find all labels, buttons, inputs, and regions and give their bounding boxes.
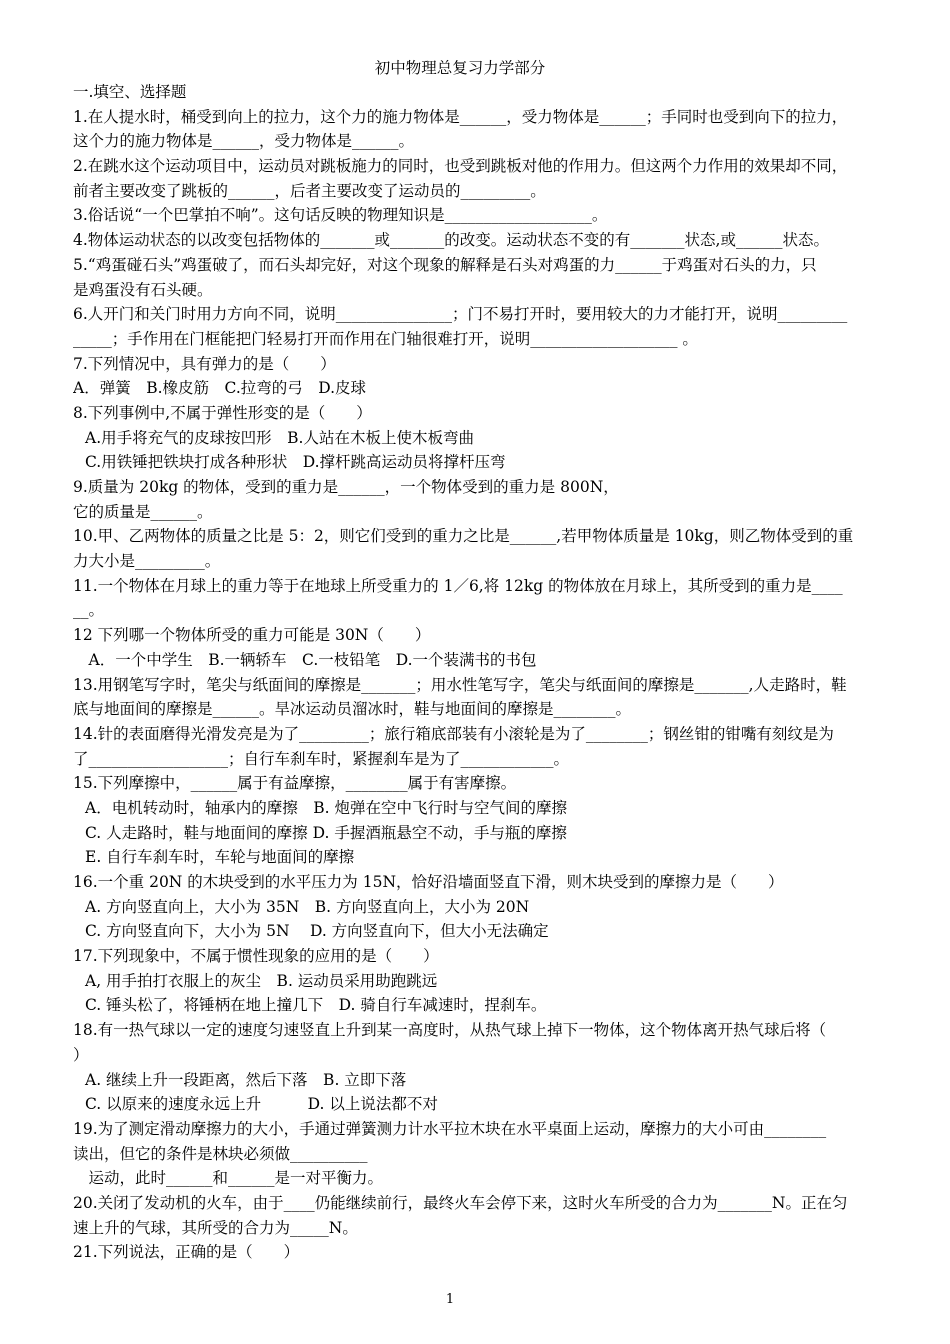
text-line: 9.质量为 20kg 的物体，受到的重力是______，一个物体受到的重力是 800N， xyxy=(73,478,619,496)
text-line: C. 方向竖直向下，大小为 5N D. 方向竖直向下，但大小无法确定 xyxy=(85,922,549,941)
text-line: 是鸡蛋没有石头硬。 xyxy=(73,280,213,299)
text-line: __。 xyxy=(73,601,105,620)
text-line: 16.一个重 20N 的木块受到的水平压力为 15N，恰好沿墙面竖直下滑，则木块受到的摩擦力是（ ） xyxy=(73,873,784,891)
text-line: 了__________________；自行车刹车时，紧握刹车是为了____________。 xyxy=(73,749,570,768)
text-line: 8.下列事例中,不属于弹性形变的是（ ） xyxy=(73,403,372,422)
text-line: A.用手将充气的皮球按凹形 B.人站在木板上使木板弯曲 xyxy=(85,428,474,447)
document-body xyxy=(73,80,883,1265)
text-line: A. 方向竖直向上，大小为 35N B. 方向竖直向上，大小为 20N xyxy=(85,897,530,916)
text-line: 3.俗话说“一个巴掌拍不响”。这句话反映的物理知识是___________________。 xyxy=(73,206,608,225)
text-line: A．弹簧 B.橡皮筋 C.拉弯的弓 D.皮球 xyxy=(73,379,367,398)
text-line: 13.用钢笔写字时，笔尖与纸面间的摩擦是_______；用水性笔写字，笔尖与纸面间的摩擦是_______,人走路时，鞋 xyxy=(73,675,847,694)
text-line: 力大小是_________。 xyxy=(73,552,221,571)
text-line: A, 用手拍打衣服上的灰尘 B. 运动员采用助跑跳远 xyxy=(85,971,438,990)
text-line: 17.下列现象中，不属于惯性现象的应用的是（ ） xyxy=(73,947,439,966)
text-line: 4.物体运动状态的以改变包括物体的_______或_______的改变。运动状态不变的有_______状态,或______状态。 xyxy=(73,231,829,250)
text-line: A．电机转动时，轴承内的摩擦 B. 炮弹在空中飞行时与空气间的摩擦 xyxy=(85,798,567,817)
text-line: 5.“鸡蛋碰石头”鸡蛋破了，而石头却完好，对这个现象的解释是石头对鸡蛋的力______于鸡蛋对石头的力，只 xyxy=(73,255,817,274)
text-line: 14.针的表面磨得光滑发亮是为了_________；旅行箱底部装有小滚轮是为了________；钢丝钳的钳嘴有刻纹是为 xyxy=(73,724,834,743)
text-line: 1.在人提水时，桶受到向上的拉力，这个力的施力物体是______，受力物体是______；手同时也受到向下的拉力， xyxy=(73,107,848,126)
text-line: 一.填空、选择题 xyxy=(73,83,187,101)
text-line: 2.在跳水这个运动项目中，运动员对跳板施力的同时，也受到跳板对他的作用力。但这两个力作用的效果却不同， xyxy=(73,157,848,176)
text-line: 这个力的施力物体是______，受力物体是______。 xyxy=(73,132,415,151)
text-line: 19.为了测定滑动摩擦力的大小，手通过弹簧测力计水平拉木块在水平桌面上运动，摩擦力的大小可由________ xyxy=(73,1119,827,1138)
text-line: 11.一个物体在月球上的重力等于在地球上所受重力的 1／6,将 12kg 的物体放在月球上，其所受到的重力是____ xyxy=(73,576,843,595)
text-line: 底与地面间的摩擦是______。旱冰运动员溜冰时，鞋与地面间的摩擦是________。 xyxy=(73,700,632,719)
text-line: C. 以原来的速度永远上升 D. 以上说法都不对 xyxy=(85,1095,438,1114)
text-line: A. 继续上升一段距离，然后下落 B. 立即下落 xyxy=(85,1070,407,1089)
text-line: 速上升的气球，其所受的合力为_____N。 xyxy=(73,1218,358,1237)
text-line: 18.有一热气球以一定的速度匀速竖直上升到某一高度时，从热气球上掉下一物体，这个物体离开热气球后将（ xyxy=(73,1021,827,1040)
text-line: 7.下列情况中，具有弹力的是（ ） xyxy=(73,354,336,373)
text-line: 6.人开门和关门时用力方向不同，说明_______________；门不易打开时，要用较大的力才能打开，说明_________ xyxy=(73,305,848,324)
page-number: 1 xyxy=(445,1292,455,1307)
text-line: C. 人走路时，鞋与地面间的摩擦 D. 手握酒瓶悬空不动，手与瓶的摩擦 xyxy=(85,823,567,842)
document-title: 初中物理总复习力学部分 xyxy=(374,59,546,77)
text-line: ） xyxy=(73,1045,89,1064)
text-line: _____；手作用在门框能把门轻易打开而作用在门轴很难打开，说明___________________ 。 xyxy=(73,329,698,348)
text-line: 12 下列哪一个物体所受的重力可能是 30N（ ） xyxy=(73,626,431,645)
text-line: 前者主要改变了跳板的______，后者主要改变了运动员的_________。 xyxy=(73,181,546,200)
text-line: C. 锤头松了，将锤柄在地上撞几下 D. 骑自行车减速时，捏刹车。 xyxy=(85,996,547,1015)
text-line: 20.关闭了发动机的火车，由于____仍能继续前行，最终火车会停下来，这时火车所受的合力为_______N。正在匀 xyxy=(73,1193,848,1212)
text-line: 它的质量是______。 xyxy=(73,502,213,521)
text-line: E. 自行车刹车时，车轮与地面间的摩擦 xyxy=(85,848,355,867)
text-line: C.用铁锤把铁块打成各种形状 D.撑杆跳高运动员将撑杆压弯 xyxy=(85,453,506,472)
text-line: 21.下列说法，正确的是（ ） xyxy=(73,1243,300,1262)
text-line: A．一个中学生 B.一辆轿车 C.一枝铅笔 D.一个装满书的书包 xyxy=(73,650,537,669)
text-line: 10.甲、乙两物体的质量之比是 5：2，则它们受到的重力之比是______,若甲物体质量是 10kg，则乙物体受到的重 xyxy=(73,527,854,546)
text-line: 运动，此时______和______是一对平衡力。 xyxy=(73,1169,384,1188)
text-line: 读出，但它的条件是林块必须做__________ xyxy=(73,1144,368,1163)
text-line: 15.下列摩擦中，______属于有益摩擦，________属于有害摩擦。 xyxy=(73,774,517,793)
